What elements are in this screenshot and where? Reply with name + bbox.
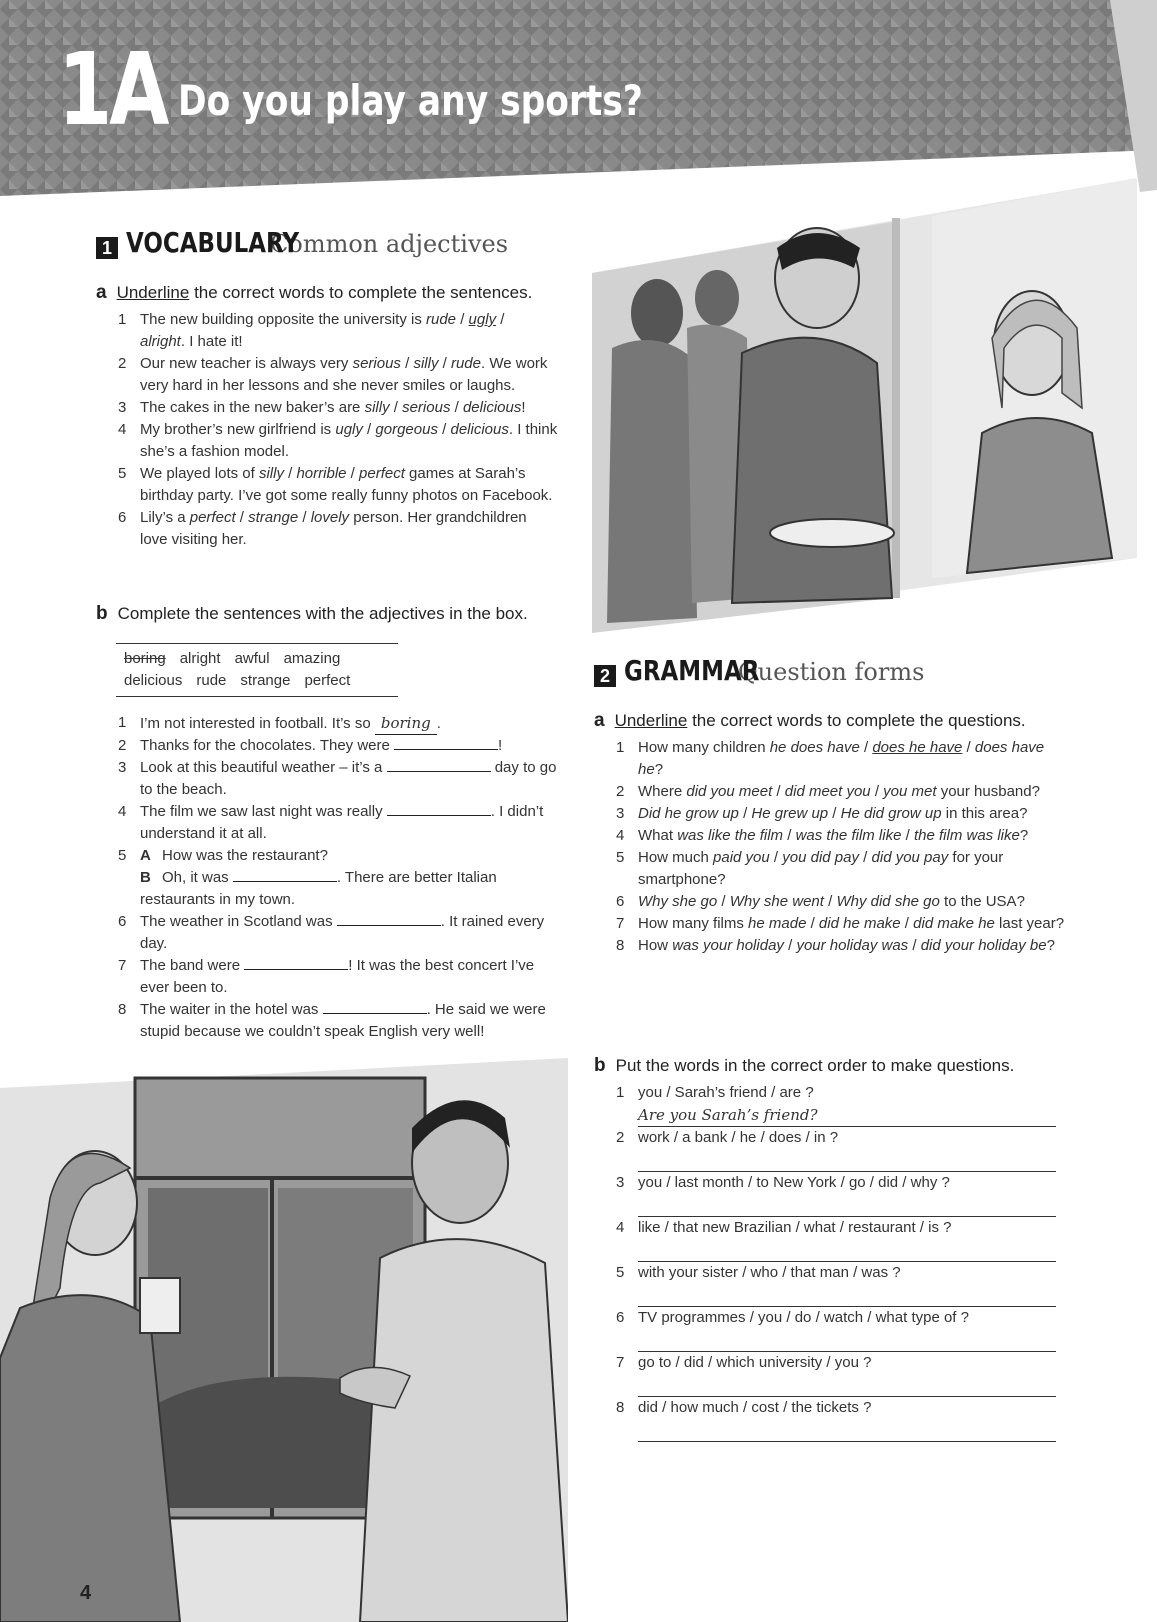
option[interactable]: perfect [189,509,236,526]
option[interactable]: did you meet [686,783,773,800]
item-text: ? [1019,827,1029,844]
option[interactable]: Why she go [638,893,718,910]
item-text: Thanks for the chocolates. They were [140,737,395,754]
box-word: boring [124,650,166,667]
page-number: 4 [80,1582,92,1604]
item-text: ? [1046,937,1055,954]
list-item [118,911,563,955]
item-text: go to / did / which university / you ? [638,1354,872,1371]
answer-gap[interactable] [387,757,491,772]
option[interactable]: horrible [296,465,347,482]
exercise-letter: b [96,603,108,624]
instruction-text: the correct words to complete the sentences. [189,283,533,302]
section-subtitle: Question forms [738,658,925,686]
option[interactable]: delicious [450,421,509,438]
option[interactable]: did you pay [871,849,949,866]
item-number: 4 [616,1219,625,1236]
item-number: 5 [118,847,127,864]
list-item [118,845,563,911]
separator: / [438,355,451,372]
separator: / [389,399,403,416]
box-word: awful [234,650,270,667]
item-text: How many films [638,915,749,932]
item-number: 1 [118,714,127,731]
unit-title: Do you play any sports? [178,76,643,125]
word-box [116,643,398,697]
answer-gap[interactable] [244,955,348,970]
list-item [616,1262,1068,1307]
item-text: for your smartphone? [638,849,1004,888]
option[interactable]: you met [883,783,937,800]
list-item [616,1307,1068,1352]
item-text: My brother’s new girlfriend is [140,421,336,438]
option[interactable]: did he make [818,915,901,932]
item-number: 6 [118,913,127,930]
item-text: . He said we were stupid because we couldn’t speak English very well! [140,1001,546,1040]
item-text: day to go to the beach. [140,759,557,798]
option[interactable]: did meet you [784,783,871,800]
option[interactable]: he does have [769,739,860,756]
item-text: like / that new Brazilian / what / restaurant / is ? [638,1219,952,1236]
instruction-text: Put the words in the correct order to make questions. [615,1056,1015,1075]
option[interactable]: silly [258,465,284,482]
list-item [118,397,558,419]
list-item [118,999,563,1043]
exercise-letter: b [594,1055,606,1076]
answer-line[interactable] [638,1149,1056,1172]
grammar-heading [594,654,924,687]
separator: / [346,465,360,482]
list-item: 2 Where did you meet / did meet you / you met your husband? [616,781,1068,803]
item-text: . It rained every day. [140,913,545,952]
item-number: 4 [118,421,127,438]
item-text: The waiter in the hotel was [140,1001,323,1018]
option[interactable]: paid you [713,849,770,866]
separator: / [437,421,451,438]
box-word: alright [179,650,221,667]
item-text: you / Sarah’s friend / are ? [638,1084,814,1101]
instruction-text: the correct words to complete the questions. [687,711,1026,730]
item-text: How much [638,849,714,866]
instruction-text: Complete the sentences with the adjectives in the box. [117,604,528,623]
item-number: 5 [616,1264,625,1281]
option[interactable]: silly [364,399,390,416]
list-item: 8 How was your holiday / your holiday was / did your holiday be? [616,935,1068,957]
option[interactable]: does have he [638,739,1045,778]
list-item [118,735,563,757]
item-number: 1 [616,1084,625,1101]
section-title: VOCABULARY [126,226,300,259]
option[interactable]: gorgeous [375,421,438,438]
option[interactable]: perfect [359,465,405,482]
list-item [118,309,558,353]
grammar-b-instruction [594,1055,1014,1077]
item-text: ! It was the best concert I’ve ever been to. [140,957,535,996]
list-item [118,712,563,735]
option[interactable]: He did grow up [840,805,942,822]
option[interactable]: Why did she go [836,893,940,910]
item-number: 3 [616,1174,625,1191]
item-text: We played lots of [140,465,259,482]
separator: / [456,311,469,328]
answer-gap[interactable]: boring [375,712,437,735]
box-word: rude [196,672,227,689]
item-text: The film we saw last night was really [140,803,387,820]
item-text: The band were [140,957,245,974]
item-number: 1 [616,739,625,756]
separator: / [362,421,376,438]
underline-word: Underline [116,283,190,302]
option[interactable]: strange [248,509,299,526]
speaker-label: B [140,869,151,886]
item-number: 6 [616,1309,625,1326]
option[interactable]: rude [426,311,457,328]
item-number: 7 [616,915,625,932]
answer-gap[interactable] [394,735,498,750]
item-text: Our new teacher is always very [140,355,353,372]
item-text: What [638,827,678,844]
answer-line[interactable] [638,1374,1056,1397]
item-text: ? [654,761,664,778]
box-word: amazing [283,650,341,667]
item-text: person. Her grandchildren love visiting her. [140,509,527,548]
option[interactable]: silly [413,355,439,372]
option[interactable]: Did he grow up [638,805,739,822]
list-item [616,1352,1068,1397]
option[interactable]: was the film like [795,827,902,844]
list-item: 6 Why she go / Why she went / Why did she go to the USA? [616,891,1068,913]
item-text: Lily’s a [140,509,190,526]
vocab-a-list [118,309,558,551]
option[interactable]: was like the film [677,827,784,844]
item-number: 4 [118,803,127,820]
list-item [616,1397,1068,1442]
exercise-letter: a [594,710,605,731]
separator: / [450,399,463,416]
speaker-label: A [140,847,151,864]
list-item: 5 How much paid you / you did pay / did you pay for your smartphone? [616,849,1004,888]
item-text: . We work very hard in her lessons and she never smiles or laughs. [140,355,548,394]
separator: / [235,509,249,526]
item-number: 3 [118,399,127,416]
option[interactable]: serious [402,399,451,416]
list-item: 3 Did he grow up / He grew up / He did grow up in this area? [616,803,1068,825]
option[interactable]: delicious [462,399,522,416]
item-number: 2 [118,355,127,372]
item-text: TV programmes / you / do / watch / what type of ? [638,1309,969,1326]
item-text: Where [638,783,687,800]
option[interactable]: does he have [872,739,963,756]
item-number: 2 [616,1129,625,1146]
item-number: 5 [118,465,127,482]
item-number: 6 [616,893,625,910]
item-text: ! [521,399,526,416]
grammar-b-list [616,1082,1068,1442]
section-number: 1 [96,237,118,259]
section-number: 2 [594,665,616,687]
option[interactable]: alright [140,333,181,350]
item-text: in this area? [941,805,1028,822]
option[interactable]: ugly [468,311,497,328]
answer-line[interactable] [638,1284,1056,1307]
answer-gap[interactable] [323,999,427,1014]
item-text: The cakes in the new baker’s are [140,399,365,416]
list-item: 7 How many films he made / did he make / did make he last year? [616,913,1068,935]
option[interactable]: you did pay [782,849,859,866]
item-text: with your sister / who / that man / was ? [638,1264,901,1281]
answer-line[interactable] [638,1329,1056,1352]
list-item [118,507,558,551]
item-number: 8 [616,1399,625,1416]
section-title: GRAMMAR [624,654,760,687]
box-word: strange [240,672,291,689]
vocab-b-list [118,712,563,1043]
separator: / [283,465,297,482]
box-word: delicious [124,672,183,689]
separator: / [298,509,311,526]
box-word: perfect [304,672,351,689]
item-text: ! [498,737,503,754]
item-text: work / a bank / he / does / in ? [638,1129,839,1146]
list-item [118,463,558,507]
item-number: 6 [118,509,127,526]
vocab-b-instruction [96,603,528,625]
option[interactable]: serious [352,355,401,372]
item-text: The weather in Scotland was [140,913,337,930]
answer-line[interactable]: Are you Sarah’s friend? [638,1104,1056,1127]
answer-gap[interactable] [233,867,337,882]
option[interactable]: lovely [310,509,350,526]
grammar-a-instruction [594,710,1026,732]
separator: / [496,311,505,328]
item-number: 3 [118,759,127,776]
item-text: to the USA? [939,893,1025,910]
list-item [616,1082,1068,1127]
option[interactable]: was your holiday [672,937,784,954]
item-text: did / how much / cost / the tickets ? [638,1399,872,1416]
list-item [118,419,558,463]
option[interactable]: the film was like [913,827,1020,844]
item-text: games at Sarah’s birthday party. I’ve got some really funny photos on Facebook. [140,465,553,504]
unit-number: 1A [58,31,167,148]
item-text: How [638,937,673,954]
item-number: 5 [616,849,625,866]
option[interactable]: ugly [335,421,363,438]
exercise-letter: a [96,282,107,303]
option[interactable]: he made [748,915,807,932]
option[interactable]: your holiday was [796,937,909,954]
option[interactable]: Why she went [729,893,824,910]
item-number: 2 [118,737,127,754]
item-text: How many children [638,739,770,756]
item-text: last year? [994,915,1065,932]
party-illustration [592,178,1157,638]
answer-line[interactable] [638,1419,1056,1442]
list-item [616,1217,1068,1262]
conversation-illustration [0,1058,568,1622]
option[interactable]: did make he [913,915,995,932]
item-text: Oh, it was [162,869,233,886]
item-text: . I hate it! [180,333,243,350]
answer-gap[interactable] [337,911,441,926]
vocab-a-instruction [96,282,532,304]
underline-word: Underline [614,711,688,730]
list-item [616,1127,1068,1172]
item-text: . [436,715,441,732]
item-number: 7 [118,957,127,974]
list-item: 4 What was like the film / was the film like / the film was like? [616,825,1068,847]
item-number: 7 [616,1354,625,1371]
item-text: The new building opposite the university is [140,311,426,328]
list-item [118,353,558,397]
grammar-a-list [616,737,1068,957]
item-text: How was the restaurant? [162,847,328,864]
item-number: 3 [616,805,625,822]
option[interactable]: rude [450,355,481,372]
answer-line[interactable] [638,1194,1056,1217]
item-number: 8 [616,937,625,954]
separator: / [400,355,414,372]
item-text: Look at this beautiful weather – it’s a [140,759,387,776]
option[interactable]: He grew up [751,805,829,822]
section-subtitle: Common adjectives [270,230,509,258]
item-text: I’m not interested in football. It’s so [140,715,375,732]
item-text: . I didn’t understand it at all. [140,803,544,842]
list-item [118,757,563,801]
item-text: your husband? [936,783,1040,800]
option[interactable]: did your holiday be [920,937,1047,954]
list-item [118,801,563,845]
item-text: . There are better Italian restaurants in my town. [140,869,497,908]
vocabulary-heading [96,226,508,259]
item-text: you / last month / to New York / go / did / why ? [638,1174,950,1191]
answer-line[interactable] [638,1239,1056,1262]
item-number: 8 [118,1001,127,1018]
item-number: 2 [616,783,625,800]
item-number: 4 [616,827,625,844]
item-number: 1 [118,311,127,328]
list-item [118,955,563,999]
list-item [616,1172,1068,1217]
list-item: 1 How many children he does have / does he have / does have he? [616,739,1045,778]
answer-gap[interactable] [387,801,491,816]
item-text: . I think she’s a fashion model. [140,421,558,460]
